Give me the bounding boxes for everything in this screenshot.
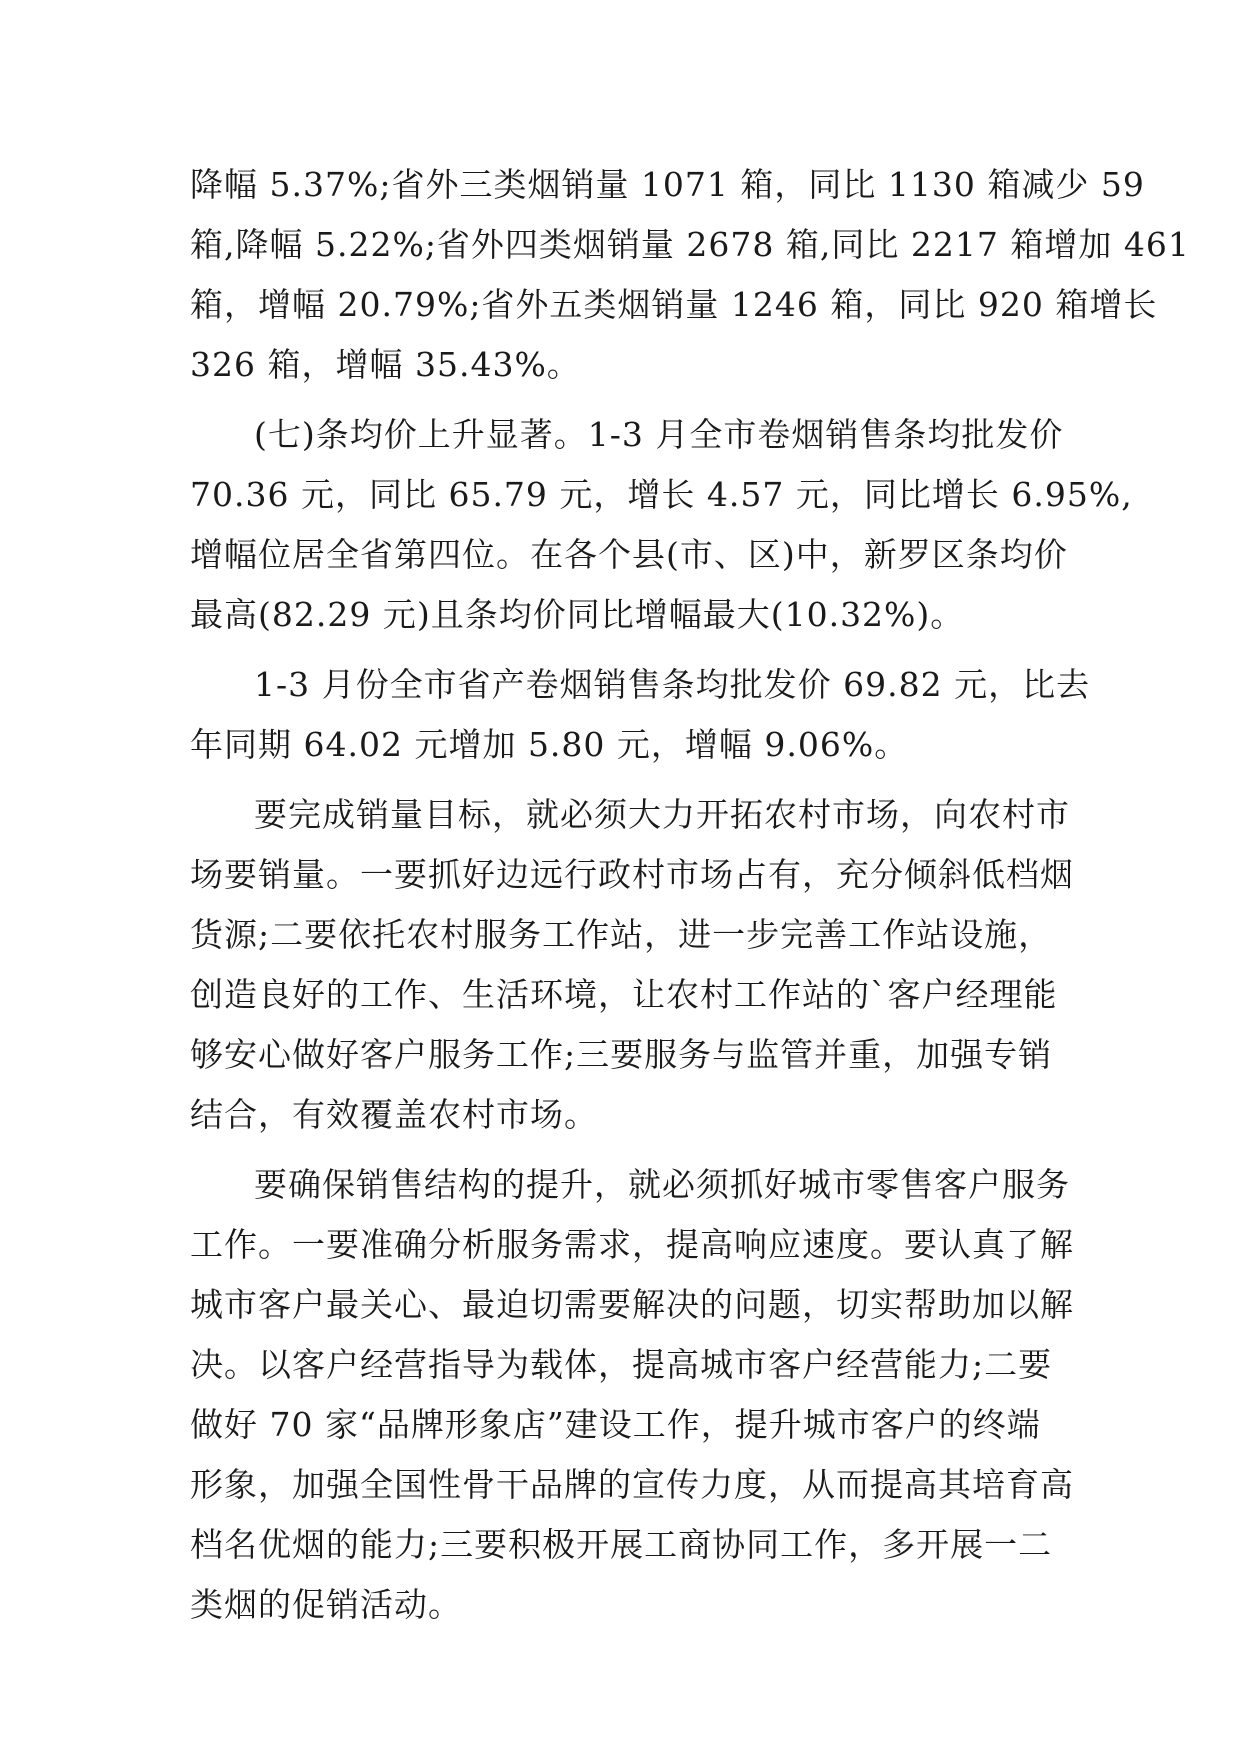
text-line: 形象，加强全国性骨干品牌的宣传力度，从而提高其培育高 [190,1465,1074,1504]
text-line: 要完成销量目标，就必须大力开拓农村市场，向农村市 [254,795,1070,834]
text-line: 箱,降幅 5.22%;省外四类烟销量 2678 箱,同比 2217 箱增加 461 [190,225,1190,264]
text-line: (七)条均价上升显著。1-3 月全市卷烟销售条均批发价 [254,415,1064,454]
text-line: 降幅 5.37%;省外三类烟销量 1071 箱，同比 1130 箱减少 59 [190,165,1145,204]
text-line: 70.36 元，同比 65.79 元，增长 4.57 元，同比增长 6.95%, [190,475,1133,514]
text-line: 工作。一要准确分析服务需求，提高响应速度。要认真了解 [190,1225,1074,1264]
text-line: 够安心做好客户服务工作;三要服务与监管并重，加强专销 [190,1035,1053,1074]
document-body [190,155,1190,1645]
text-line: 城市客户最关心、最迫切需要解决的问题，切实帮助加以解 [190,1285,1074,1324]
text-line: 1-3 月份全市省产卷烟销售条均批发价 69.82 元，比去 [254,665,1091,704]
paragraph-3 [190,655,1091,775]
text-line: 326 箱，增幅 35.43%。 [190,345,581,384]
text-line: 货源;二要依托农村服务工作站，进一步完善工作站设施， [190,915,1053,954]
paragraph-5 [190,1155,1075,1635]
text-line: 做好 70 家“品牌形象店”建设工作，提升城市客户的终端 [190,1405,1041,1444]
text-line: 最高(82.29 元)且条均价同比增幅最大(10.32%)。 [190,595,965,634]
text-line: 结合，有效覆盖农村市场。 [190,1095,598,1134]
text-line: 场要销量。一要抓好边远行政村市场占有，充分倾斜低档烟 [190,855,1074,894]
text-line: 类烟的促销活动。 [190,1585,462,1624]
paragraph-4 [190,785,1075,1145]
text-line: 创造良好的工作、生活环境，让农村工作站的`客户经理能 [190,975,1058,1014]
paragraph-1 [190,155,1190,395]
text-line: 要确保销售结构的提升，就必须抓好城市零售客户服务 [254,1165,1070,1204]
text-line: 档名优烟的能力;三要积极开展工商协同工作，多开展一二 [190,1525,1053,1564]
text-line: 决。以客户经营指导为载体，提高城市客户经营能力;二要 [190,1345,1053,1384]
text-line: 箱，增幅 20.79%;省外五类烟销量 1246 箱，同比 920 箱增长 [190,285,1158,324]
text-line: 年同期 64.02 元增加 5.80 元，增幅 9.06%。 [190,725,909,764]
text-line: 增幅位居全省第四位。在各个县(市、区)中，新罗区条均价 [190,535,1068,574]
paragraph-2 [190,405,1133,645]
